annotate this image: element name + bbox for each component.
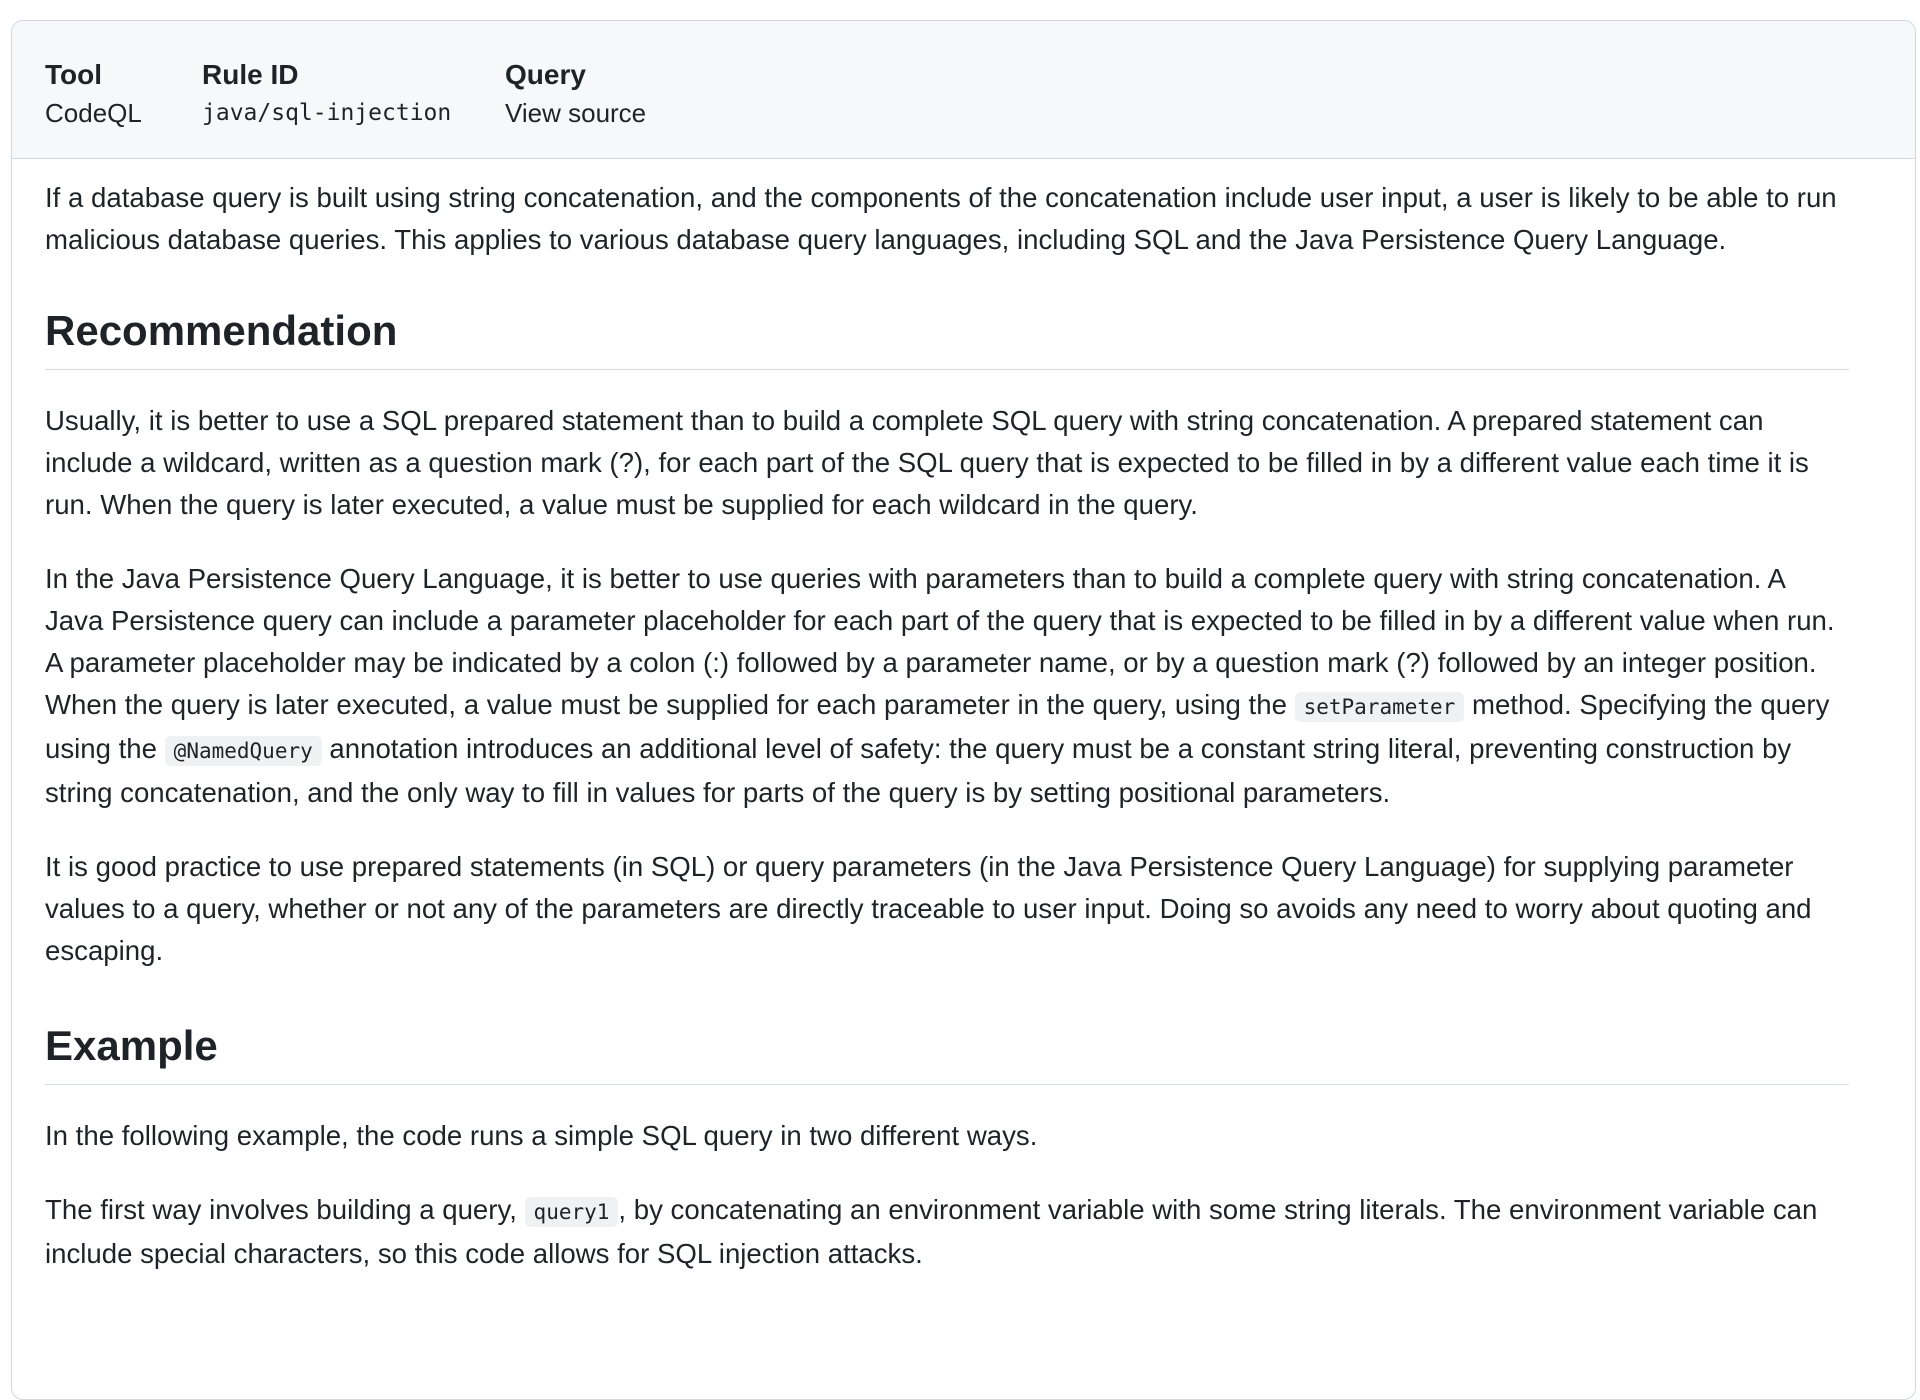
tool-column [45,57,142,131]
tool-label: Tool [45,59,103,90]
example-p2-text-a: The first way involves building a query, [45,1194,525,1225]
example-p2-text-b: , by concatenating an environment variable with some string literals. The environment variable can include special characters, so this code allows for SQL injection attacks. [45,1194,1818,1269]
recommendation-p2-text-c: annotation introduces an additional level of safety: the query must be a constant string literal, preventing construction by string concatenation, and the only way to fill in values for parts of the query is by setting positional parameters. [45,733,1792,808]
example-paragraph-2 [45,1189,1849,1275]
rule-id-value: java/sql-injection [202,100,452,126]
intro-paragraph: If a database query is built using string concatenation, and the components of the concatenation include user input, a user is likely to be able to run malicious database queries. This applies to various database query languages, including SQL and the Java Persistence Query Language. [45,182,1837,255]
recommendation-p2-text-a: In the Java Persistence Query Language, it is better to use queries with parameters than to build a complete query with string concatenation. A Java Persistence query can include a parameter placeholder for each part of the query that is expected to be filled in by a different value when run. A parameter placeholder may be indicated by a colon (:) followed by a parameter name, or by a question mark (?) followed by an integer position. When the query is later executed, a value must be supplied for each parameter in the query, using the [45,563,1835,720]
tool-value: CodeQL [45,98,142,128]
rule-description [12,177,1882,1275]
named-query-code: @NamedQuery [165,736,322,766]
rule-id-column [202,57,451,131]
query1-code: query1 [525,1197,619,1227]
set-parameter-code: setParameter [1295,692,1465,722]
query-column [505,57,646,131]
query-label: Query [505,59,586,90]
recommendation-paragraph-1: Usually, it is better to use a SQL prepared statement than to build a complete SQL query with string concatenation. A prepared statement can include a wildcard, written as a question mark (?), for each part of the SQL query that is expected to be filled in by a different value each time it is run. When the query is later executed, a value must be supplied for each wildcard in the query. [45,405,1809,520]
recommendation-heading: Recommendation [45,305,1849,370]
recommendation-p2-text-b: method. Specifying the query using the [45,689,1830,764]
recommendation-paragraph-3: It is good practice to use prepared statements (in SQL) or query parameters (in the Java Persistence Query Language) for supplying parameter values to a query, whether or not any of the parameters are directly traceable to user input. Doing so avoids any need to worry about quoting and escaping. [45,851,1812,966]
recommendation-paragraph-2 [45,558,1849,814]
example-paragraph-1: In the following example, the code runs a simple SQL query in two different ways. [45,1120,1038,1151]
example-heading: Example [45,1020,1849,1085]
rule-details-panel [11,20,1916,1400]
view-source-link[interactable]: View source [505,98,647,128]
rule-id-label: Rule ID [202,59,299,90]
rule-metadata-bar [12,21,1915,159]
